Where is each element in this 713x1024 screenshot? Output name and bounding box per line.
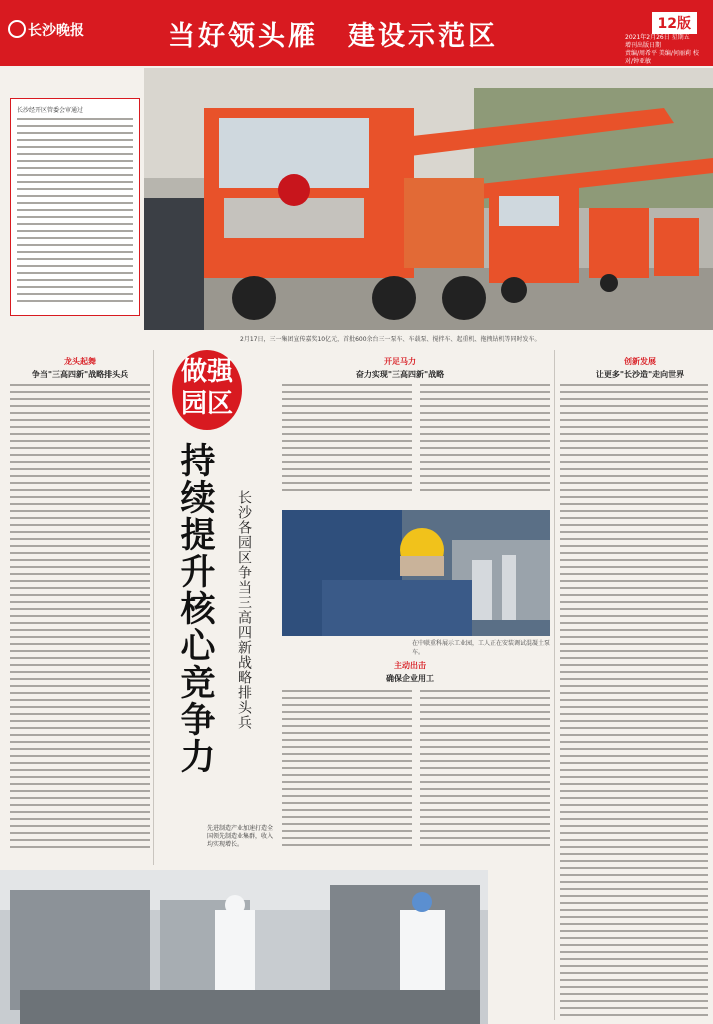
column-divider [153,350,154,865]
page-number: 12版 [652,12,697,34]
article-column-mid-b [420,384,550,504]
sidebox-body [17,118,133,307]
issue-meta [625,34,705,66]
sidebar-note-box [10,98,140,316]
article-column-mid-d [420,690,550,860]
section-tag: 主动出击 [394,661,426,670]
top-photo-caption: 2月17日，三一集团宣传嘉奖10亿元，首批600余台三一泵车、车载泵、搅拌车、起重机、拖拽钻机等同时发车。 [240,336,541,343]
section-title: 确保企业用工 [386,674,434,683]
section-head-mid-bottom [340,660,480,684]
page-banner: 当好领头雁 建设示范区 [168,21,498,52]
pull-quote: 先进制造产业加速打造全国领先制造业集群，收入均实现增长。 [207,825,274,848]
section-tag: 龙头起舞 [64,357,96,366]
section-tag: 开足马力 [384,357,416,366]
top-photo-trucks [144,68,713,330]
section-title: 让更多"长沙造"走向世界 [595,370,685,379]
sub-headline: 长沙各园区争当三高四新战略排头兵 [236,490,252,730]
article-column-right [560,384,708,1018]
mid-photo-worker [282,510,550,636]
headline-seal: 做强园区 [172,350,242,430]
article-column-mid-c [282,690,412,860]
bottom-photo-factory [0,870,488,1024]
mid-photo-caption: 在中联重科展示工业园，工人正在安装调试混凝土泵车。 [412,640,551,656]
logo-icon [8,20,26,38]
article-column-mid-a [282,384,412,504]
section-title: 争当"三高四新"战略排头兵 [31,370,129,379]
column-divider [554,350,555,1020]
meta-date: 2021年2月26日 星期五 [625,34,690,41]
article-column-left [10,384,150,864]
section-head-left [10,356,150,380]
sidebox-title: 长沙经开区管委会审通过 [17,107,84,114]
main-headline: 持续提升核心竞争力 [175,442,216,775]
section-title: 奋力实现"三高四新"战略 [355,370,445,379]
meta-editors: 责编/周希平 美编/何丽莉 校对/钟亚敏 [625,50,699,65]
section-tag: 创新发展 [624,357,656,366]
masthead [0,0,713,66]
meta-edition: 增刊出版日期 [625,42,662,49]
section-head-mid-top [330,356,470,380]
headline-zone [160,350,275,820]
newspaper-logo: 长沙晚报 [8,20,84,40]
section-head-right [570,356,710,380]
